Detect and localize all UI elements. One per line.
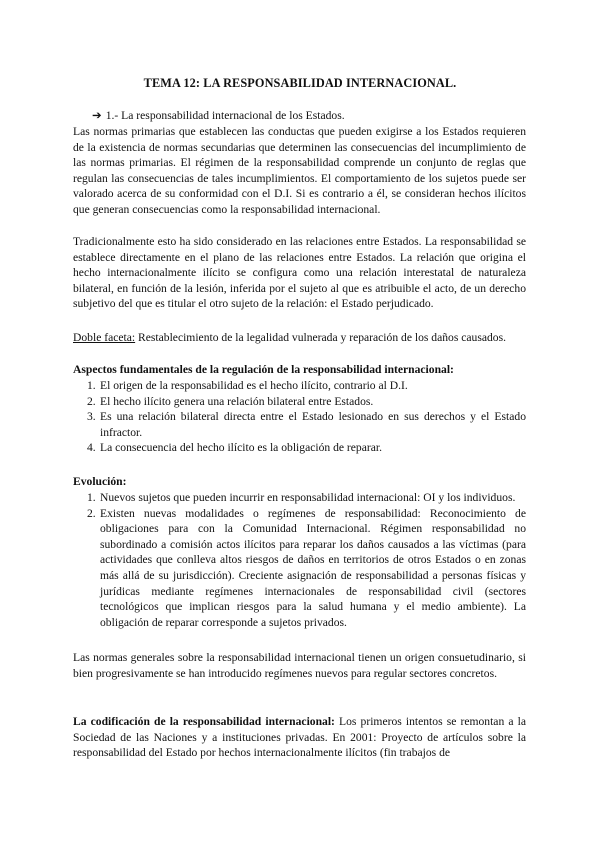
- list-item: [73, 490, 526, 506]
- list-item: [73, 506, 526, 631]
- paragraph-tradicionalmente: Tradicionalmente esto ha sido considerado en las relaciones entre Estados. La responsabilidad se establece directamente en el plano de las relaciones entre Estados. La relación que origina el hecho internacionalmente ilícito se configura como una relación interestatal de naturaleza bilateral, en función de la lesión, inferida por el sujeto al que es atribuible el acto, de un derecho subjetivo del que es titular el otro sujeto de la relación: el Estado perjudicado.: [73, 235, 526, 311]
- page-title: TEMA 12: LA RESPONSABILIDAD INTERNACIONAL.: [143, 76, 457, 90]
- list-item: [73, 394, 526, 410]
- list-item: [73, 440, 526, 456]
- section-heading-text: 1.- La responsabilidad internacional de los Estados.: [105, 109, 345, 122]
- list-text: El origen de la responsabilidad es el hecho ilícito, contrario al D.I.: [100, 379, 408, 392]
- list-item: [73, 378, 526, 394]
- evolucion-heading: Evolución:: [73, 475, 127, 488]
- list-number: 1.: [87, 379, 96, 392]
- list-text: La consecuencia del hecho ilícito es la obligación de reparar.: [100, 441, 382, 455]
- aspectos-list: [73, 378, 526, 456]
- list-text: Nuevos sujetos que pueden incurrir en responsabilidad internacional: OI y los individuos.: [100, 491, 516, 504]
- list-number: 4.: [87, 441, 96, 455]
- list-number: 1.: [87, 491, 96, 504]
- list-text: El hecho ilícito genera una relación bilateral entre Estados.: [100, 394, 374, 408]
- codificacion-text: Los primeros intentos se remontan a la Sociedad de las Naciones y a instituciones privadas. En 2001: Proyecto de artículos sobre la responsabilidad del Estado por hechos internacionalmente ilícitos (fin trabajos de: [73, 715, 526, 760]
- codificacion-heading: La codificación de la responsabilidad internacional:: [73, 715, 335, 728]
- arrow-icon: ➔: [92, 109, 102, 122]
- paragraph-normas: Las normas primarias que establecen las conductas que pueden exigirse a los Estados requieren de la existencia de normas secundarias que determinen las consecuencias del incumplimiento de las normas primarias. El régimen de la responsabilidad comprende un conjunto de reglas que regulan las consecuencias de tales incumplimientos. El comportamiento de los sujetos puede ser valorado acerca de su conformidad con el D.I. Si es contrario a él, se consideran hechos ilícitos que generan consecuencias como la responsabilidad internacional.: [73, 125, 526, 216]
- list-number: 2.: [87, 394, 96, 408]
- doble-faceta-label: Doble faceta:: [73, 331, 136, 344]
- list-text: Existen nuevas modalidades o regímenes de responsabilidad: Reconocimiento de obligaciones para con la Comunidad Internacional. Régimen responsabilidad no subordinado a comisión actos ilícitos para reparar los daños causados a las víctimas (para actividades que conlleva altos riesgos de daños en territorios de otros Estados o en zonas más allá de su jurisdicción). Creciente asignación de responsabilidad a personas físicas y jurídicas mediante regímenes internacionales de responsabilidad civil (sectores tecnológicos que implican riesgos para la salud humana y el medio ambiente). La obligación de reparar corresponde a sujetos privados.: [100, 506, 526, 629]
- aspectos-heading: Aspectos fundamentales de la regulación de la responsabilidad internacional:: [73, 363, 454, 376]
- section-heading: [92, 108, 345, 124]
- paragraph-normas-generales: Las normas generales sobre la responsabilidad internacional tienen un origen consuetudinario, si bien progresivamente se han introducido regímenes nuevos para regular sectores concretos.: [73, 651, 526, 680]
- evolucion-list: [73, 490, 526, 630]
- paragraph-codificacion: [73, 714, 526, 761]
- paragraph-doble-faceta: [73, 330, 526, 346]
- list-text: Es una relación bilateral directa entre el Estado lesionado en sus derechos y el Estado infractor.: [100, 410, 526, 439]
- doble-faceta-text: Restablecimiento de la legalidad vulnerada y reparación de los daños causados.: [135, 331, 506, 344]
- list-item: [73, 409, 526, 440]
- list-number: 3.: [87, 410, 96, 424]
- list-number: 2.: [87, 506, 96, 520]
